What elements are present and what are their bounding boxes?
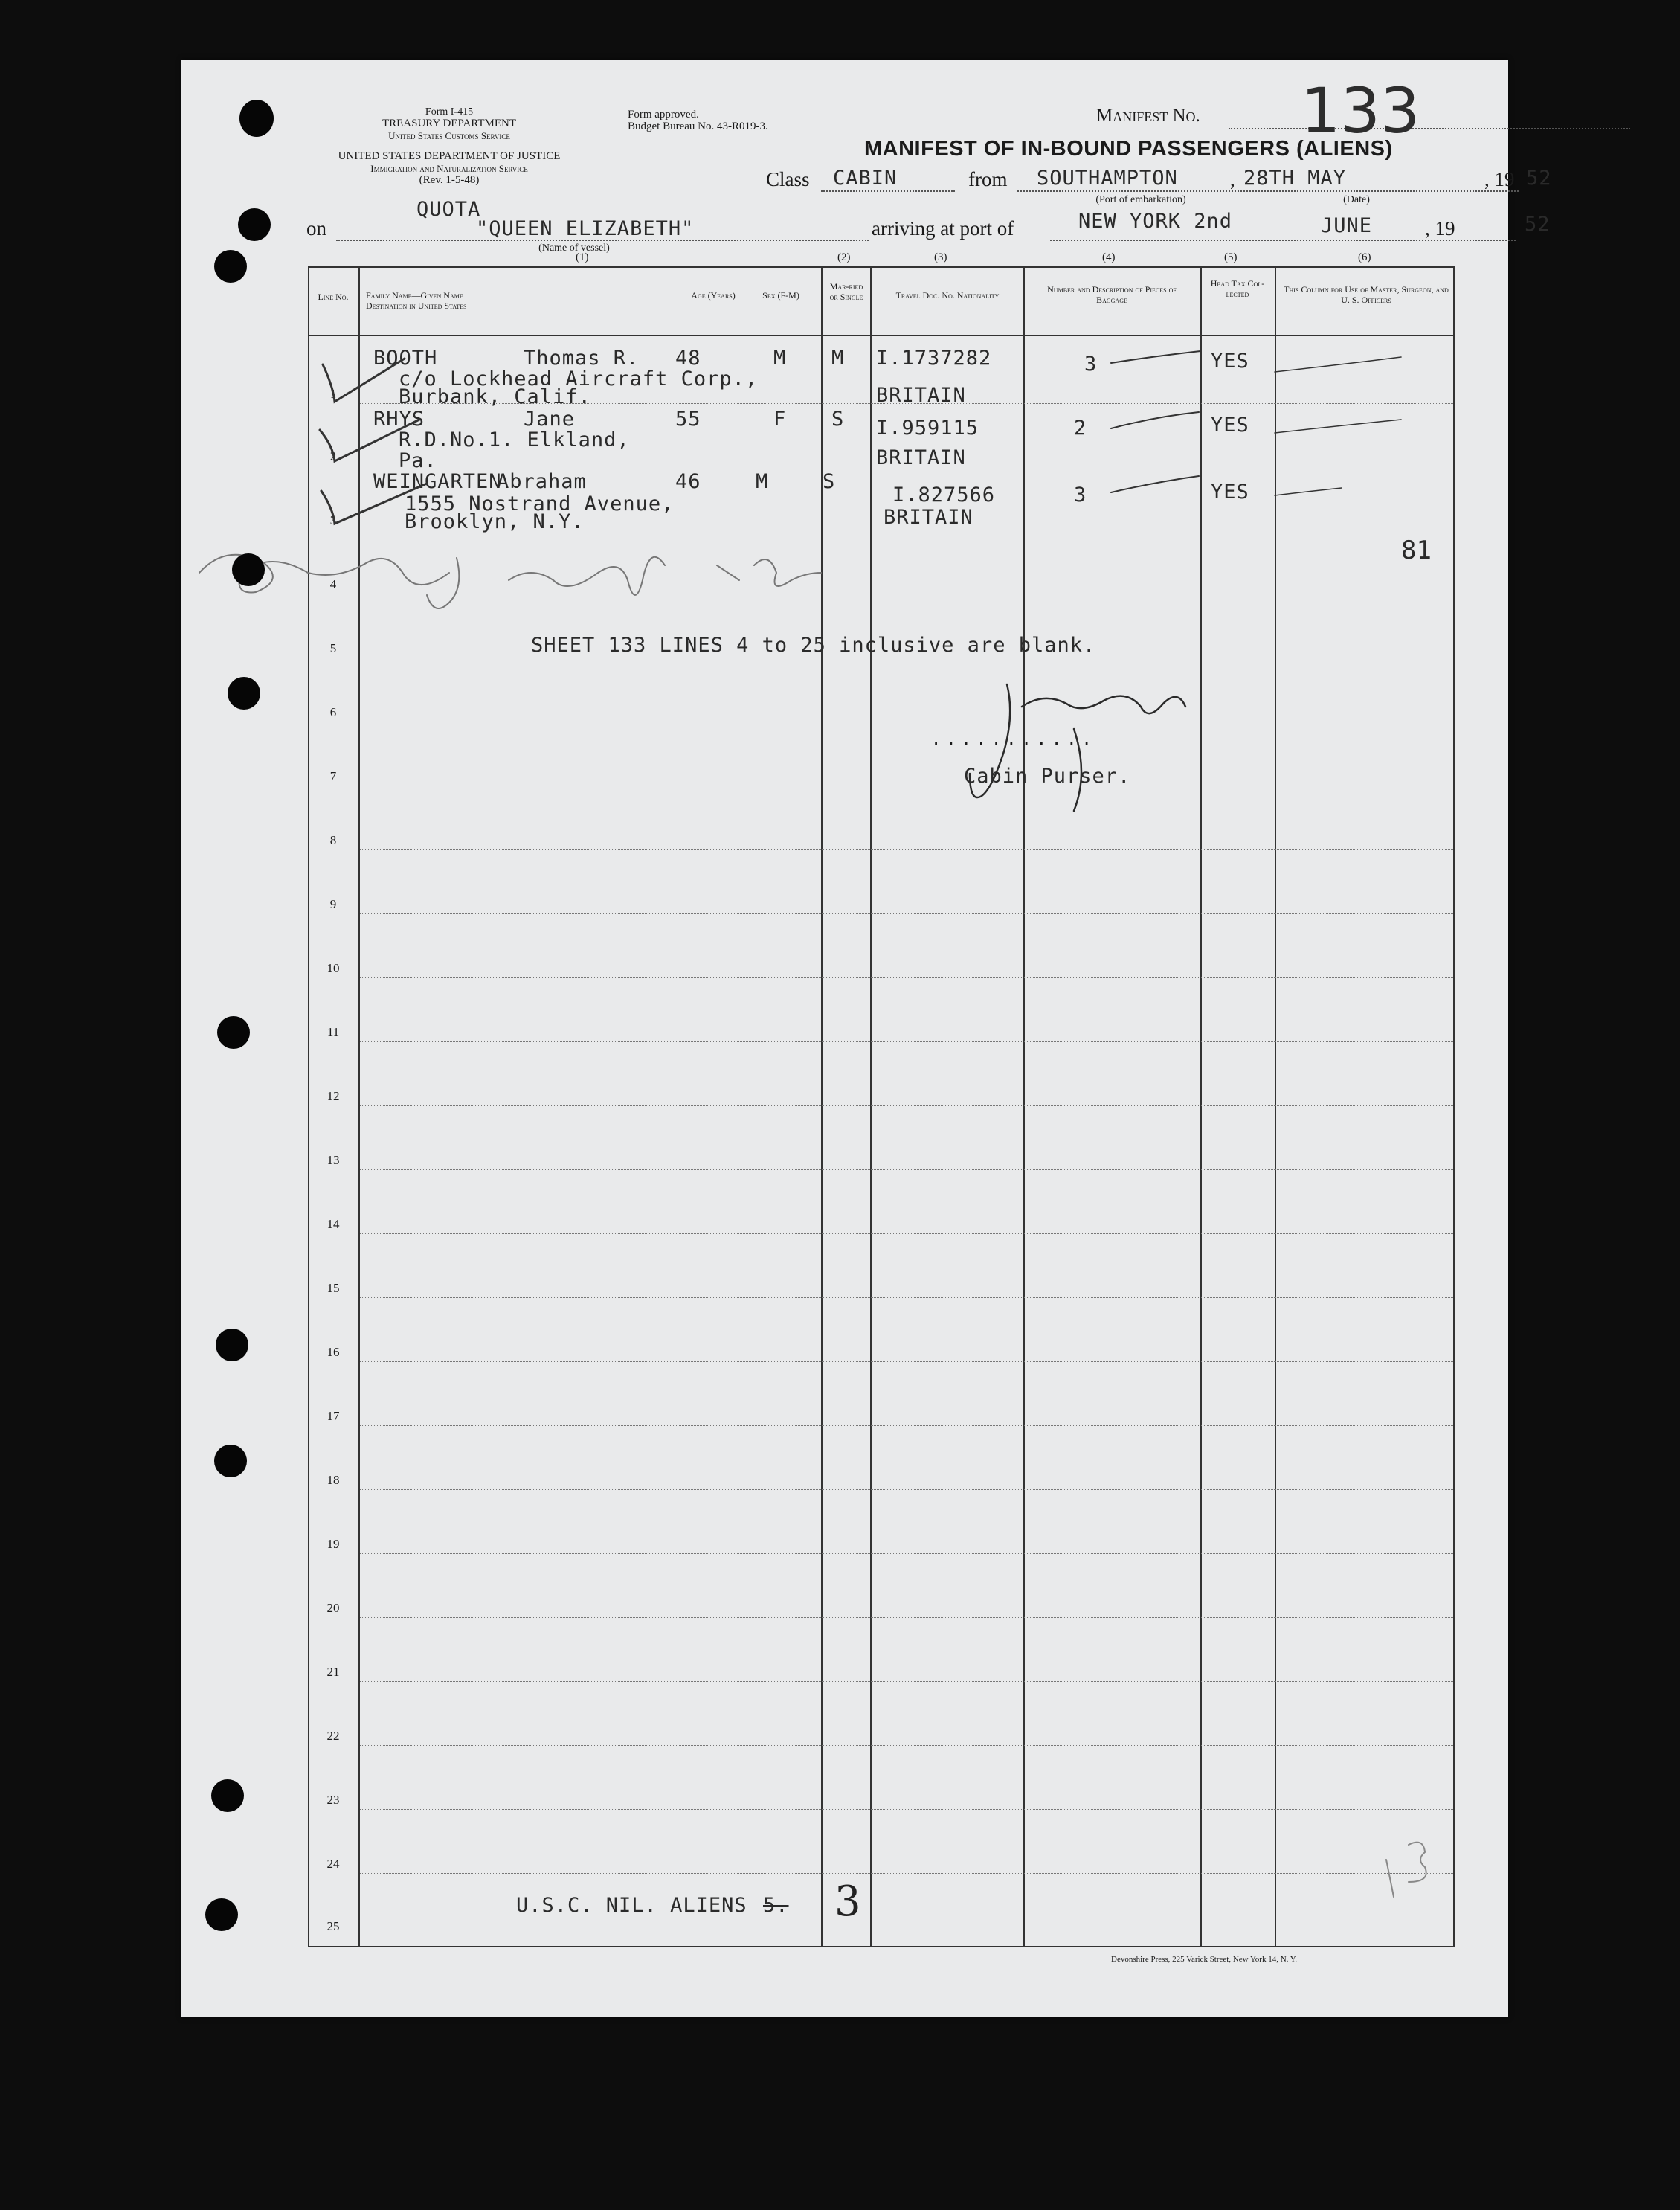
passenger-travel-doc: I.959115 [876,417,979,440]
line-number: 7 [329,769,337,783]
check-mark-icon [320,420,419,461]
passenger-baggage: 2 [1074,417,1087,440]
passenger-destination: c/o Lockhead Aircraft Corp., [399,367,759,391]
passenger-destination: 1555 Nostrand Avenue, [405,492,675,515]
handwritten-marks [181,60,1508,2017]
col-travel-doc: Travel Doc. No. Nationality [895,290,1000,301]
passenger-baggage: 3 [1084,353,1098,376]
form-number: Form I-415 [425,106,474,118]
manifest-title: MANIFEST OF IN-BOUND PASSENGERS (ALIENS) [864,137,1393,161]
passenger-given-name: Jane [524,408,576,431]
punch-hole [214,250,247,283]
department-of-justice: UNITED STATES DEPARTMENT OF JUSTICE [338,150,561,162]
departure-date: 28TH MAY [1243,167,1347,190]
passenger-given-name: Abraham [497,470,587,493]
customs-service: United States Customs Service [388,130,510,141]
passenger-age: 55 [675,408,701,431]
ins-label: Immigration and Naturalization Service [370,163,528,174]
aliens-count: 3 [834,1877,861,1926]
col-num-5: (5) [1224,251,1238,263]
check-mark-icon [321,484,427,524]
purser-signature [970,684,1185,811]
line-number: 4 [329,577,337,591]
line-number: 19 [326,1537,340,1551]
manifest-no-label: Manifest No. [1096,106,1200,126]
quota-stamp: QUOTA [416,198,481,221]
departure-year: 52 [1526,167,1552,190]
line-number: 9 [329,897,337,911]
printer-imprint: Devonshire Press, 225 Varick Street, New York 14, N. Y. [1111,1955,1298,1964]
blank-lines-note: SHEET 133 LINES 4 to 25 inclusive are blank. [531,634,1096,657]
date-caption: (Date) [1343,194,1370,205]
punch-hole [217,1016,250,1049]
line-number: 12 [326,1089,340,1103]
line-number: 6 [329,705,337,719]
passenger-nationality: BRITAIN [876,384,966,407]
line-number: 2 [329,449,337,463]
port-of-embarkation: SOUTHAMPTON [1037,167,1178,190]
punch-hole [238,208,271,241]
col-baggage: Number and Description of Pieces of Baggage [1047,284,1177,305]
vessel-name: "QUEEN ELIZABETH" [476,217,695,240]
col-num-3: (3) [934,251,947,263]
col-officers: This Column for Use of Master, Surgeon, and U. S. Officers [1284,284,1449,305]
passenger-head-tax: YES [1211,350,1249,373]
treasury-department: TREASURY DEPARTMENT [382,118,517,129]
passenger-baggage: 3 [1074,484,1087,507]
passenger-family-name: BOOTH [373,347,438,370]
passenger-family-name: WEINGARTEN [373,470,502,493]
signer-title: Cabin Purser. [964,765,1131,788]
class-label: Class [766,168,810,190]
punch-hole [205,1898,238,1931]
line-number: 1 [329,387,337,401]
col-head-tax: Head Tax Col-lected [1210,278,1265,299]
aliens-count-struck: 5. [763,1894,789,1917]
officer-column-number: 81 [1401,536,1432,565]
col-name: Family Name—Given Name [366,290,463,301]
manifest-number: 133 [1301,74,1420,147]
passenger-marital-status: M [831,347,845,370]
line-number: 18 [326,1473,340,1487]
handwritten-signature-faint [199,555,821,608]
passenger-head-tax: YES [1211,414,1249,437]
punch-hole [232,553,265,586]
passenger-head-tax: YES [1211,481,1249,504]
from-label: from [968,168,1008,190]
passenger-marital-status: S [831,408,845,431]
line-number: 22 [326,1729,340,1743]
punch-hole [214,1445,247,1477]
line-number: 8 [329,833,337,847]
line-number: 14 [326,1217,340,1231]
line-number: 17 [326,1409,340,1423]
line-number: 23 [326,1793,340,1807]
passenger-age: 48 [675,347,701,370]
arrival-port: NEW YORK 2nd [1078,210,1233,233]
form-approved: Form approved. [628,109,699,121]
passenger-nationality: BRITAIN [884,506,973,529]
on-label: on [306,217,326,240]
check-mark-icon [323,359,405,402]
arriving-label: arriving at port of [872,217,1014,240]
vessel-caption: (Name of vessel) [538,242,610,254]
line-number: 10 [326,961,340,975]
passenger-travel-doc: I.1737282 [876,347,992,370]
passenger-destination: Brooklyn, N.Y. [405,510,585,533]
passenger-family-name: RHYS [373,408,425,431]
passenger-given-name: Thomas R. [524,347,640,370]
line-number: 5 [329,641,337,655]
col-num-6: (6) [1358,251,1371,263]
passenger-nationality: BRITAIN [876,446,966,469]
col-married: Mar-ried or Single [829,281,863,302]
line-number: 24 [326,1857,340,1871]
col-num-4: (4) [1102,251,1116,263]
year-prefix: 19 [1494,168,1515,190]
punch-hole [211,1779,244,1812]
passenger-sex: M [773,347,787,370]
manifest-sheet: Form I-415 TREASURY DEPARTMENT United States Customs Service UNITED STATES DEPARTMENT OF JUSTICE Immigration and Naturalization Service (Rev. 1-5-48) Form approved. Budget Bureau No. 43-R019-3. Manifest No. 133 MANIFEST OF IN-BOUND PASSENGERS (ALIENS) Class CABIN from SOUTHAMPTON (Port of embarkation) , 28TH MAY (Date) , 19 52 on QUOTA "QUEEN ELIZABETH" (Name of vessel) arriving at port of NEW YORK 2nd JUNE , 19 52 (1) (2) (3) (4) (5) (6) Line No. Family Name—Given Name Destination in United States Age (Years) Sex (F-M) Mar-ried or Single Travel Doc. No. Nationality Number and Description of Pieces of Baggage Head Tax Col-lected This Column for Use of Master, Surgeon, and U. S. Officers 1 2 3 4 5 6 7 8 9 10 11 12 13 14 15 16 17 18 19 20 21 22 23 24 25 BOOTH Thomas R. 48 M M I.1737282 BRITAIN c/o Lockhead Aircraft Corp., Burbank, Calif. 3 YES RHYS Jane 55 F S I.959115 BRITAIN R.D.No.1. Elkland, Pa. 2 YES WEINGARTEN Abraham 46 M S I.827566 BRITAIN 1555 Nostrand Avenue, Brooklyn, N.Y. 3 YES 81 SHEET 133 LINES 4 to 25 inclusive are blank. ........... Cabin Purser. U.S.C. NIL. ALIENS 5. 3 Devonshire Press, 225 Varick Street, New York 14, N. Y. [181,60,1508,2017]
class-value: CABIN [833,167,898,190]
revision-date: (Rev. 1-5-48) [419,174,480,186]
punch-hole [228,677,260,710]
line-number: 20 [326,1601,340,1615]
passenger-destination: Pa. [399,449,437,472]
col-age: Age (Years) [691,290,736,301]
faint-margin-number [1386,1843,1426,1897]
line-number: 11 [326,1025,340,1039]
port-caption: (Port of embarkation) [1095,194,1186,205]
passenger-sex: F [773,408,787,431]
col-line-no: Line No. [318,292,349,302]
passenger-destination: R.D.No.1. Elkland, [399,428,630,452]
col-destination: Destination in United States [366,301,467,311]
line-number: 3 [329,513,337,527]
passenger-sex: M [756,470,769,493]
line-number: 25 [326,1919,340,1933]
passenger-destination: Burbank, Calif. [399,385,591,408]
col-num-2: (2) [837,251,851,263]
passenger-marital-status: S [823,470,836,493]
nil-aliens-note: U.S.C. NIL. ALIENS [516,1894,747,1917]
passenger-travel-doc: I.827566 [892,484,996,507]
punch-hole [216,1329,248,1361]
arrival-year: 52 [1525,213,1551,236]
line-number: 21 [326,1665,340,1679]
line-number: 15 [326,1281,340,1295]
col-num-1: (1) [576,251,589,263]
budget-bureau: Budget Bureau No. 43-R019-3. [628,121,768,132]
passenger-age: 46 [675,470,701,493]
punch-hole [239,100,274,137]
line-number: 16 [326,1345,340,1359]
col-sex: Sex (F-M) [762,290,799,301]
arrival-month: JUNE [1321,214,1373,237]
line-number: 13 [326,1153,340,1167]
